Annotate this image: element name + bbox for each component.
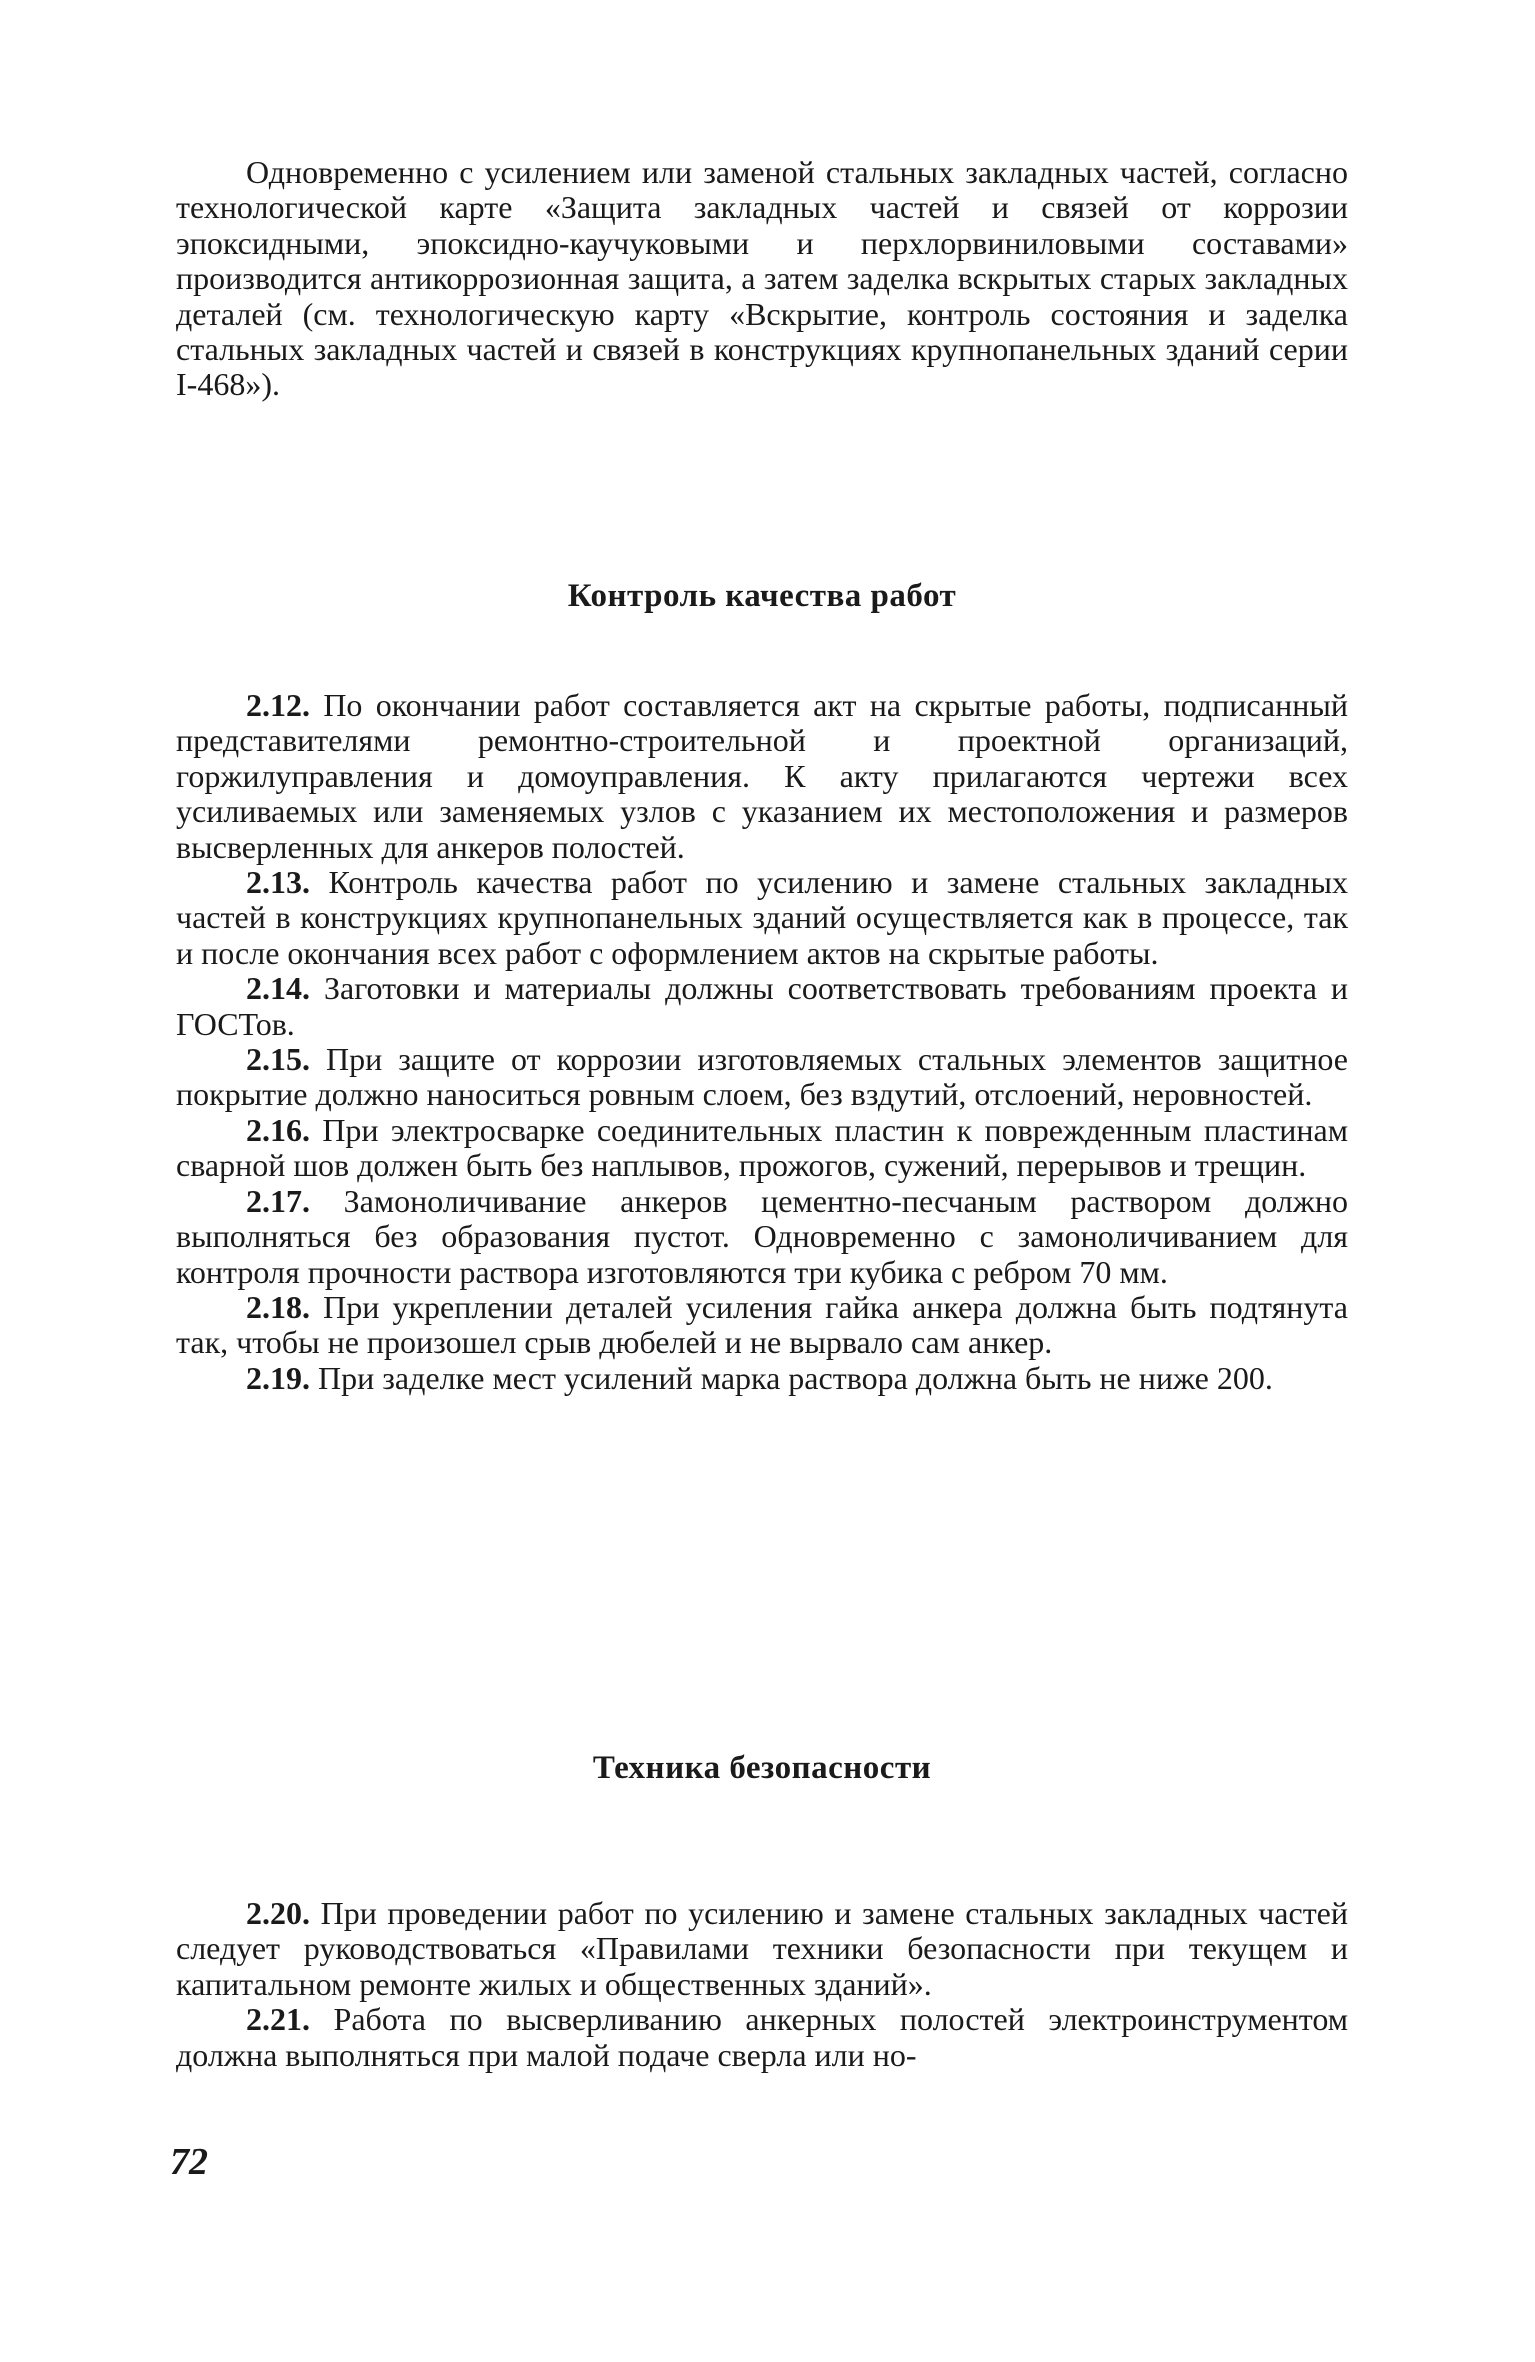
item-number: 2.14. [246, 970, 310, 1007]
intro-paragraph: Одновременно с усилением или заменой стальных закладных частей, согласно технологической карте «Защита закладных частей и связей от коррозии эпоксидными, эпоксидно-каучуковыми и перхлорвиниловыми составами» производится антикоррозионная защита, а затем заделка вскрытых старых закладных деталей (см. технологическую карту «Вскрытие, контроль состояния и заделка стальных закладных частей и связей в конструкциях крупнопанельных зданий серии I-468»). [176, 154, 1348, 403]
item-text: Заготовки и материалы должны соответствовать требованиям проекта и ГОСТов. [176, 970, 1348, 1042]
item-number: 2.12. [246, 687, 310, 723]
item-number: 2.18. [246, 1288, 310, 1325]
item-number: 2.17. [246, 1182, 310, 1219]
item-text: Замоноличивание анкеров цементно-песчаным раствором должно выполняться без образования пустот. Одновременно с замоноличиванием для контроля прочности раствора изготовляются три кубика с ребром 70 мм. [176, 1182, 1348, 1290]
item-text: При электросварке соединительных пластин к поврежденным пластинам сварной шов должен быть без наплывов, прожогов, сужений, перерывов и трещин. [176, 1111, 1348, 1184]
quality-list [176, 688, 1348, 1396]
list-item [176, 1042, 1348, 1113]
list-item [176, 971, 1348, 1042]
list-item [176, 1896, 1348, 2002]
item-text: По окончании работ составляется акт на скрытые работы, подписанный представителями ремонтно-строительной и проектной организаций, горжилуправления и домоуправления. К акту прилагаются чертежи всех усиливаемых или заменяемых узлов с указанием их местоположения и размеров высверленных для анкеров полостей. [176, 687, 1348, 865]
section-title-quality: Контроль качества работ [567, 578, 957, 614]
item-number: 2.19. [246, 1359, 310, 1396]
page-number: 72 [170, 2141, 208, 2183]
item-text: При защите от коррозии изготовляемых стальных элементов защитное покрытие должно наноситься ровным слоем, без вздутий, отслоений, неровностей. [176, 1041, 1348, 1113]
item-number: 2.15. [246, 1041, 310, 1078]
item-number: 2.20. [246, 1895, 310, 1931]
item-text: Контроль качества работ по усилению и замене стальных закладных частей в конструкциях крупнопанельных зданий осуществляется как в процессе, так и после окончания всех работ с оформлением актов на скрытые работы. [176, 864, 1348, 971]
safety-list [176, 1896, 1348, 2073]
list-item [176, 1184, 1348, 1290]
safety-heading-block [176, 1750, 1348, 1787]
item-number: 2.13. [246, 864, 310, 901]
section-title-safety: Техника безопасности [592, 1750, 932, 1786]
item-text: При проведении работ по усилению и замене стальных закладных частей следует руководствоваться «Правилами техники безопасности при текущем и капитальном ремонте жилых и общественных зданий». [176, 1895, 1348, 2002]
list-item [176, 865, 1348, 971]
list-item [176, 2002, 1348, 2073]
list-item [176, 1113, 1348, 1184]
list-item [176, 688, 1348, 865]
quality-heading-block [176, 578, 1348, 615]
item-text: Работа по высверливанию анкерных полостей электроинструментом должна выполняться при малой подаче сверла или но- [176, 2001, 1348, 2073]
item-number: 2.16. [246, 1111, 310, 1148]
list-item [176, 1361, 1348, 1396]
intro-block [176, 155, 1348, 403]
item-number: 2.21. [246, 2001, 310, 2038]
item-text: При укреплении деталей усиления гайка анкера должна быть подтянута так, чтобы не произошел срыв дюбелей и не вырвало сам анкер. [176, 1288, 1348, 1361]
list-item [176, 1290, 1348, 1361]
item-text: При заделке мест усилений марка раствора должна быть не ниже 200. [310, 1359, 1273, 1396]
